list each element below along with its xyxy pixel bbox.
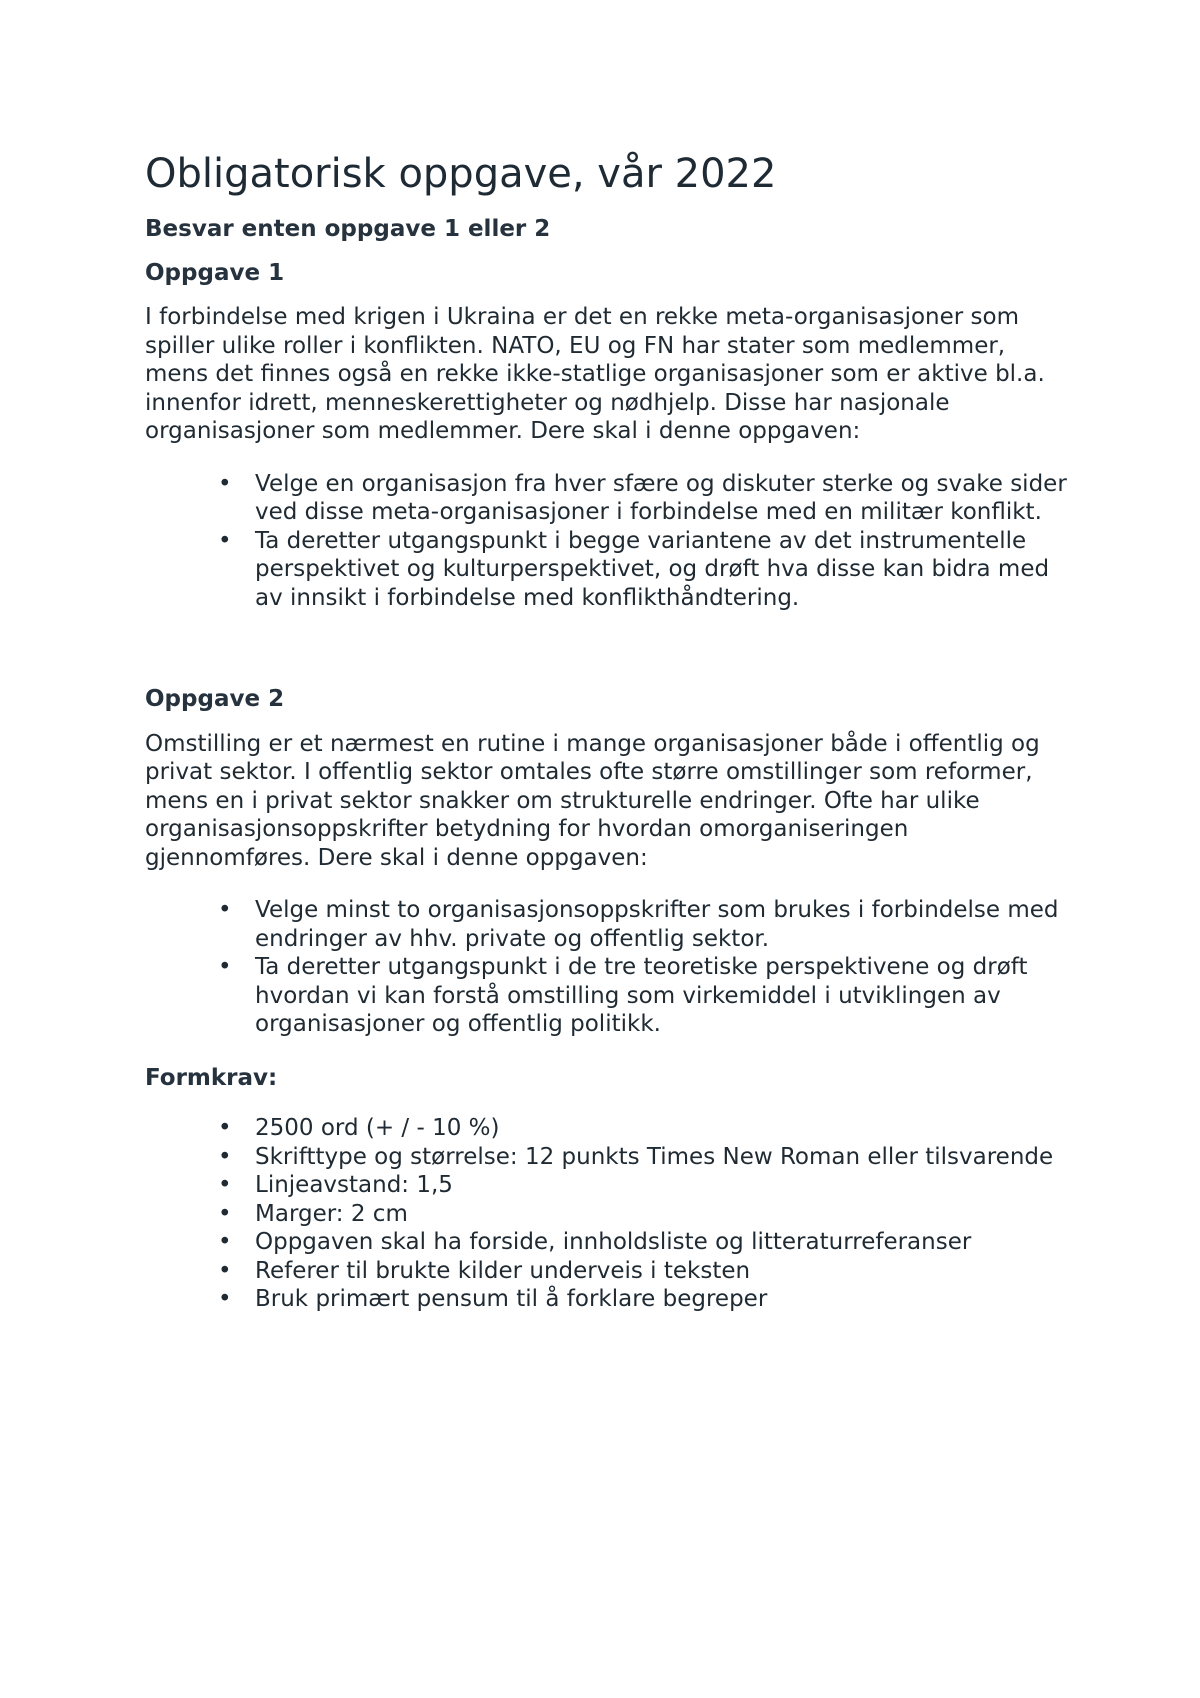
list-item-text: Linjeavstand: 1,5 xyxy=(255,1172,453,1199)
instruction-text: Besvar enten oppgave 1 eller 2 xyxy=(145,216,551,242)
list-item-text: Ta deretter utgangspunkt i de tre teoretiske perspektivene og drøft hvordan vi kan forstå omstilling som virkemiddel i utviklingen av organisasjoner og offentlig politikk. xyxy=(255,954,1028,1038)
list-item-text: Ta deretter utgangspunkt i begge variantene av det instrumentelle perspektivet og kulturperspektivet, og drøft hva disse kan bidra med av innsikt i forbindelse med konflikthåndtering. xyxy=(255,527,1050,611)
list-item-text: Bruk primært pensum til å forklare begreper xyxy=(255,1286,768,1313)
list-item-text: Skrifttype og størrelse: 12 punkts Times New Roman eller tilsvarende xyxy=(255,1143,1054,1170)
bullet-icon: • xyxy=(218,1115,232,1142)
formal-requirements-list xyxy=(145,1114,1075,1314)
task1-heading: Oppgave 1 xyxy=(145,259,285,286)
list-item-text: 2500 ord (+ / - 10 %) xyxy=(255,1115,500,1142)
list-item xyxy=(218,470,1075,527)
bullet-icon: • xyxy=(218,954,232,981)
list-item-text: Oppgaven skal ha forside, innholdsliste og litteraturreferanser xyxy=(255,1229,972,1256)
list-item-text: Referer til brukte kilder underveis i teksten xyxy=(255,1257,751,1284)
bullet-icon: • xyxy=(218,1229,232,1256)
list-item xyxy=(218,1285,1075,1314)
document-title: Obligatorisk oppgave, vår 2022 xyxy=(145,151,777,197)
spacer xyxy=(145,1039,1075,1065)
list-item xyxy=(218,896,1075,953)
list-item-text: Velge en organisasjon fra hver sfære og diskuter sterke og svake sider ved disse meta-organisasjoner i forbindelse med en militær konflikt. xyxy=(255,470,1067,526)
task2-intro: Omstilling er et nærmest en rutine i mange organisasjoner både i offentlig og privat sektor. I offentlig sektor omtales ofte større omstillinger som reformer, mens en i privat sektor snakker om strukturelle endringer. Ofte har ulike organisasjonsoppskrifter betydning for hvordan omorganiseringen gjennomføres. Dere skal i denne oppgaven: xyxy=(145,730,1040,871)
list-item xyxy=(218,1114,1075,1143)
list-item xyxy=(218,527,1075,613)
bullet-icon: • xyxy=(218,1257,232,1284)
bullet-icon: • xyxy=(218,1286,232,1313)
task1-bullet-list xyxy=(145,470,1075,613)
bullet-icon: • xyxy=(218,1143,232,1170)
list-item-text: Marger: 2 cm xyxy=(255,1200,408,1227)
document-page xyxy=(145,150,1075,1314)
list-item xyxy=(218,1200,1075,1229)
task2-bullet-list xyxy=(145,896,1075,1039)
list-item xyxy=(218,1143,1075,1172)
bullet-icon: • xyxy=(218,1200,232,1227)
list-item xyxy=(218,1171,1075,1200)
spacer xyxy=(145,612,1075,686)
list-item xyxy=(218,1257,1075,1286)
task2-heading: Oppgave 2 xyxy=(145,686,285,713)
task1-intro: I forbindelse med krigen i Ukraina er det en rekke meta-organisasjoner som spiller ulike roller i konflikten. NATO, EU og FN har stater som medlemmer, mens det finnes også en rekke ikke-statlige organisasjoner som er aktive bl.a. innenfor idrett, menneskerettigheter og nødhjelp. Disse har nasjonale organisasjoner som medlemmer. Dere skal i denne oppgaven: xyxy=(145,304,1045,445)
list-item xyxy=(218,953,1075,1039)
list-item xyxy=(218,1228,1075,1257)
list-item-text: Velge minst to organisasjonsoppskrifter som brukes i forbindelse med endringer av hhv. private og offentlig sektor. xyxy=(255,897,1059,952)
bullet-icon: • xyxy=(218,470,232,497)
bullet-icon: • xyxy=(218,1172,232,1199)
bullet-icon: • xyxy=(218,897,232,924)
bullet-icon: • xyxy=(218,527,232,554)
formal-requirements-heading: Formkrav: xyxy=(145,1064,278,1091)
